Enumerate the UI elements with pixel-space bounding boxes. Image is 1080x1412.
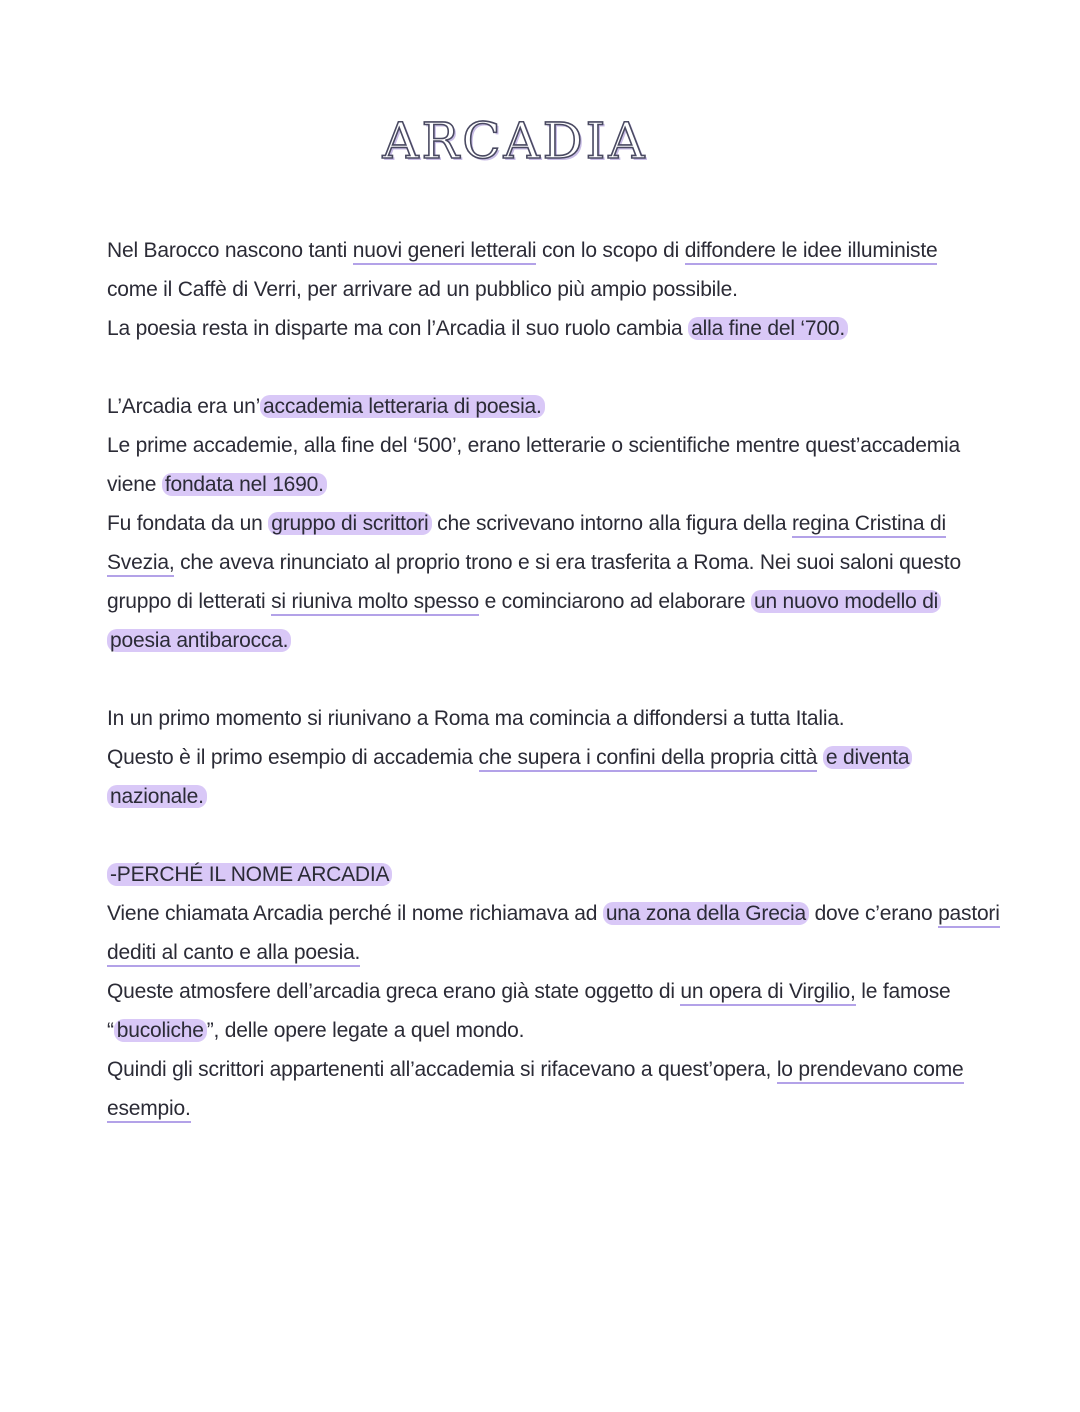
text-line (107, 743, 912, 773)
text-segment: “ (107, 1019, 114, 1042)
highlighted-text: accademia letteraria di poesia. (260, 395, 545, 418)
text-line (107, 509, 946, 539)
highlighted-text: nazionale. (107, 785, 207, 808)
underlined-text: che supera i confini della propria città (479, 746, 818, 772)
highlighted-text: un nuovo modello di (751, 590, 941, 613)
text-segment: Quindi gli scrittori appartenenti all’accademia si rifacevano a quest’opera, (107, 1058, 777, 1081)
text-segment: le famose (855, 980, 951, 1003)
text-line (107, 1055, 964, 1085)
text-segment: Questo è il primo esempio di accademia (107, 746, 479, 769)
text-line (107, 236, 937, 266)
text-segment: e cominciarono ad elaborare (478, 590, 751, 613)
text-segment: Viene chiamata Arcadia perché il nome richiamava ad (107, 902, 603, 925)
text-line (107, 782, 207, 812)
highlighted-text: e diventa (823, 746, 912, 769)
text-segment: che aveva rinunciato al proprio trono e si era trasferita a Roma. Nei suoi saloni questo (174, 551, 961, 574)
text-segment: Fu fondata da un (107, 512, 269, 535)
text-line (107, 899, 1000, 929)
text-segment: gruppo di letterati (107, 590, 272, 613)
text-segment: Le prime accademie, alla fine del ‘500’, erano letterarie o scientifiche mentre quest’accademia (107, 434, 960, 457)
text-segment: In un primo momento si riunivano a Roma ma comincia a diffondersi a tutta Italia. (107, 707, 845, 730)
highlighted-text: una zona della Grecia (603, 902, 809, 925)
text-segment: con lo scopo di (536, 239, 685, 262)
text-line (107, 938, 360, 968)
highlighted-text: bucoliche (114, 1019, 207, 1042)
text-segment: come il Caffè di Verri, per arrivare ad un pubblico più ampio possibile. (107, 278, 738, 301)
underlined-text: nuovi generi letterali (353, 239, 537, 265)
highlighted-text: gruppo di scrittori (268, 512, 431, 535)
text-line (107, 314, 848, 344)
text-line (107, 275, 738, 305)
text-line (107, 1094, 191, 1124)
underlined-text: lo prendevano come (777, 1058, 964, 1084)
text-segment: La poesia resta in disparte ma con l’Arcadia il suo ruolo cambia (107, 317, 689, 340)
underlined-text: Svezia, (107, 551, 174, 577)
text-line (107, 626, 291, 656)
text-segment: Queste atmosfere dell’arcadia greca erano già state oggetto di (107, 980, 681, 1003)
text-segment: che scrivevano intorno alla figura della (431, 512, 792, 535)
underlined-text: dediti al canto e alla poesia. (107, 941, 360, 967)
text-line (107, 587, 941, 617)
underlined-text: pastori (938, 902, 1000, 928)
underlined-text: un opera di Virgilio, (680, 980, 855, 1006)
text-segment: Nel Barocco nascono tanti (107, 239, 353, 262)
text-line (107, 470, 327, 500)
section-heading (107, 860, 392, 890)
text-segment: L’Arcadia era un’ (107, 395, 261, 418)
text-segment: ”, delle opere legate a quel mondo. (206, 1019, 525, 1042)
text-segment: dove c’erano (808, 902, 939, 925)
text-segment: viene (107, 473, 162, 496)
text-line (107, 704, 844, 734)
underlined-text: diffondere le idee illuministe (685, 239, 938, 265)
highlighted-text: -PERCHÉ IL NOME ARCADIA (107, 863, 392, 886)
text-line (107, 431, 960, 461)
text-line (107, 392, 545, 422)
underlined-text: esempio. (107, 1097, 191, 1123)
page-title: ARCADIA (382, 112, 648, 170)
highlighted-text: alla fine del ‘700. (688, 317, 848, 340)
text-line (107, 548, 961, 578)
text-line (107, 977, 951, 1007)
underlined-text: si riuniva molto spesso (271, 590, 479, 616)
underlined-text: regina Cristina di (792, 512, 946, 538)
highlighted-text: poesia antibarocca. (107, 629, 291, 652)
highlighted-text: fondata nel 1690. (162, 473, 327, 496)
text-line (107, 1016, 524, 1046)
